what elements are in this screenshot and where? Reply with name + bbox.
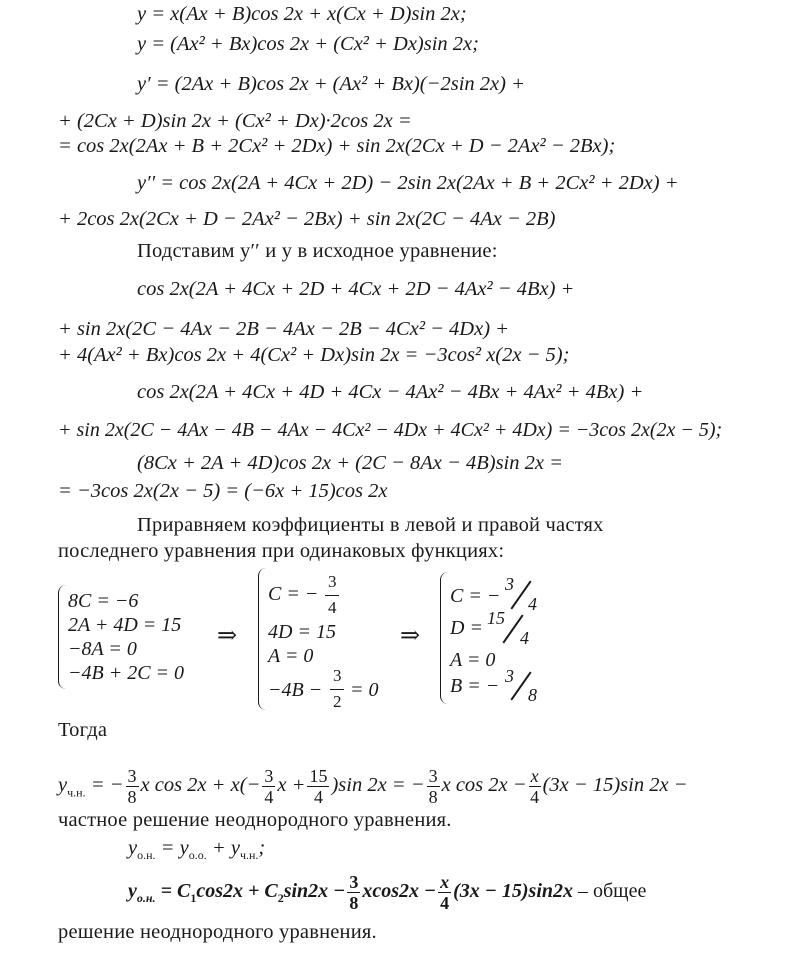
general-caption: решение неоднородного уравнения. <box>58 921 377 943</box>
general-sum-term: ; <box>258 837 266 859</box>
fraction <box>438 872 451 913</box>
general-sum-sub: о.о. <box>188 848 207 863</box>
system-3-row: A = 0 <box>450 649 496 671</box>
general-sum-term: y <box>128 837 138 859</box>
fraction <box>529 766 541 807</box>
general-sum-sub: о.н. <box>137 848 156 863</box>
general-part: xcos2x − <box>362 880 437 903</box>
general-lhs: y <box>128 880 137 903</box>
fraction <box>262 766 275 807</box>
general-part: (3x − 15)sin2x <box>453 880 573 903</box>
eq-line-9: + sin 2x(2C − 4Ax − 2B − 4Ax − 2B − 4Cx² − 4Dx) + <box>58 318 509 340</box>
eq-line-4: + (2Cx + D)sin 2x + (Cx² + Dx)·2cos 2x = <box>58 110 412 132</box>
general-sub: 2 <box>277 891 284 906</box>
eq-line-6: y′′ = cos 2x(2A + 4Cx + 2D) − 2sin 2x(2Ax + B + 2Cx² + 2Dx) + <box>137 172 679 194</box>
fraction-denominator: 4 <box>440 893 450 913</box>
fraction <box>307 766 329 807</box>
particular-lhs-sub: ч.н. <box>67 785 86 800</box>
brace-icon <box>258 568 267 710</box>
system-1-row: 2A + 4D = 15 <box>68 614 182 636</box>
eq-line-12: + sin 2x(2C − 4Ax − 4B − 4Ax − 4Cx² − 4Dx + 4Cx² + 4Dx) = −3cos 2x(2x − 5); <box>58 419 723 441</box>
fraction-numerator: 3 <box>127 766 137 786</box>
brace-icon <box>58 585 67 689</box>
implies-icon: ⇒ <box>217 623 238 649</box>
system-2-row: A = 0 <box>268 645 314 667</box>
fraction-denominator: 4 <box>328 598 337 617</box>
eq-line-1: y = x(Ax + B)cos 2x + x(Cx + D)sin 2x; <box>137 3 467 25</box>
system-2-row: C = − <box>268 583 319 605</box>
particular-part: )sin 2x = − <box>331 774 425 797</box>
general-sum-term: = <box>155 837 180 859</box>
fraction-denominator: 8 <box>349 893 359 913</box>
implies-icon: ⇒ <box>400 623 421 649</box>
coefficients-text: Приравняем коэффициенты в левой и правой частях <box>137 514 604 536</box>
eq-line-8: cos 2x(2A + 4Cx + 2D + 4Cx + 2D − 4Ax² − 4Bx) + <box>137 278 575 300</box>
particular-part: x cos 2x + x(− <box>140 774 261 797</box>
eq-line-14: = −3cos 2x(2x − 5) = (−6x + 15)cos 2x <box>58 480 388 502</box>
particular-part: x cos 2x − <box>441 774 527 797</box>
general-part: sin2x − <box>283 880 346 903</box>
system-3-row: D = <box>450 617 483 639</box>
general-sum-sub: ч.н. <box>239 848 259 863</box>
brace-icon <box>440 572 449 704</box>
fraction-numerator: x <box>440 872 450 892</box>
particular-lhs: y <box>58 774 68 797</box>
fraction-numerator: 3 <box>333 666 342 685</box>
general-part: = C <box>155 880 191 903</box>
system-2-row: = 0 <box>350 679 379 701</box>
eq-line-7: + 2cos 2x(2Cx + D − 2Ax² − 2Bx) + sin 2x(2C − 4Ax − 2B) <box>58 208 556 230</box>
fraction-numerator: 3 <box>349 872 359 892</box>
general-solution <box>128 872 646 913</box>
particular-part: x + <box>277 774 306 797</box>
particular-part: = − <box>85 774 124 797</box>
general-lhs-sub: о.н. <box>136 891 156 906</box>
eq-line-10: + 4(Ax² + Bx)cos 2x + 4(Cx² + Dx)sin 2x = −3cos² x(2x − 5); <box>58 344 570 366</box>
particular-solution <box>58 766 688 807</box>
general-sum <box>128 836 265 867</box>
fraction-denominator: 4 <box>528 594 537 614</box>
togda-text: Тогда <box>58 719 108 741</box>
general-sum-term: y <box>179 837 189 859</box>
fraction-denominator: 8 <box>528 685 537 705</box>
eq-line-3: y′ = (2Ax + B)cos 2x + (Ax² + Bx)(−2sin 2x) + <box>137 73 525 95</box>
fraction-numerator: 3 <box>505 666 514 686</box>
general-tail: – общее <box>573 880 647 903</box>
substitution-text: Подставим y′′ и y в исходное уравнение: <box>137 240 498 262</box>
fraction <box>126 766 139 807</box>
system-3-row: C = − <box>450 585 501 607</box>
system-1-row: 8C = −6 <box>68 590 139 612</box>
general-sum-term: + <box>206 837 231 859</box>
fraction-numerator: 15 <box>487 608 505 628</box>
system-1-row: −8A = 0 <box>68 638 137 660</box>
eq-line-11: cos 2x(2A + 4Cx + 4D + 4Cx − 4Ax² − 4Bx + 4Ax² + 4Bx) + <box>137 381 644 403</box>
fraction-numerator: 15 <box>309 766 328 786</box>
fraction-denominator: 4 <box>264 787 274 807</box>
fraction-denominator: 8 <box>127 787 137 807</box>
eq-line-13: (8Cx + 2A + 4D)cos 2x + (2C − 8Ax − 4B)sin 2x = <box>137 452 563 474</box>
system-2-row: −4B − <box>268 679 323 701</box>
fraction-numerator: 3 <box>505 574 514 594</box>
fraction-denominator: 4 <box>313 787 323 807</box>
fraction-denominator: 4 <box>520 628 529 648</box>
fraction-denominator: 2 <box>333 692 342 711</box>
fraction-numerator: 3 <box>428 766 438 786</box>
eq-line-5: = cos 2x(2Ax + B + 2Cx² + 2Dx) + sin 2x(2Cx + D − 2Ax² − 2Bx); <box>58 135 616 157</box>
eq-line-2: y = (Ax² + Bx)cos 2x + (Cx² + Dx)sin 2x; <box>137 33 479 55</box>
particular-caption: частное решение неоднородного уравнения. <box>58 809 452 831</box>
fraction-numerator: 3 <box>328 572 337 591</box>
coefficients-text-2: последнего уравнения при одинаковых функциях: <box>58 540 505 562</box>
fraction-denominator: 8 <box>428 787 438 807</box>
particular-part: (3x − 15)sin 2x − <box>542 774 688 797</box>
fraction-denominator: 4 <box>530 787 540 807</box>
system-3-row: B = − <box>450 675 500 697</box>
fraction-numerator: 3 <box>264 766 274 786</box>
fraction <box>427 766 440 807</box>
general-part: cos2x + C <box>196 880 278 903</box>
general-sub: 1 <box>190 891 197 906</box>
system-2-row: 4D = 15 <box>268 621 336 643</box>
system-1-row: −4B + 2C = 0 <box>68 662 185 684</box>
general-sum-term: y <box>230 837 240 859</box>
fraction-numerator: x <box>530 766 539 786</box>
fraction <box>347 872 360 913</box>
